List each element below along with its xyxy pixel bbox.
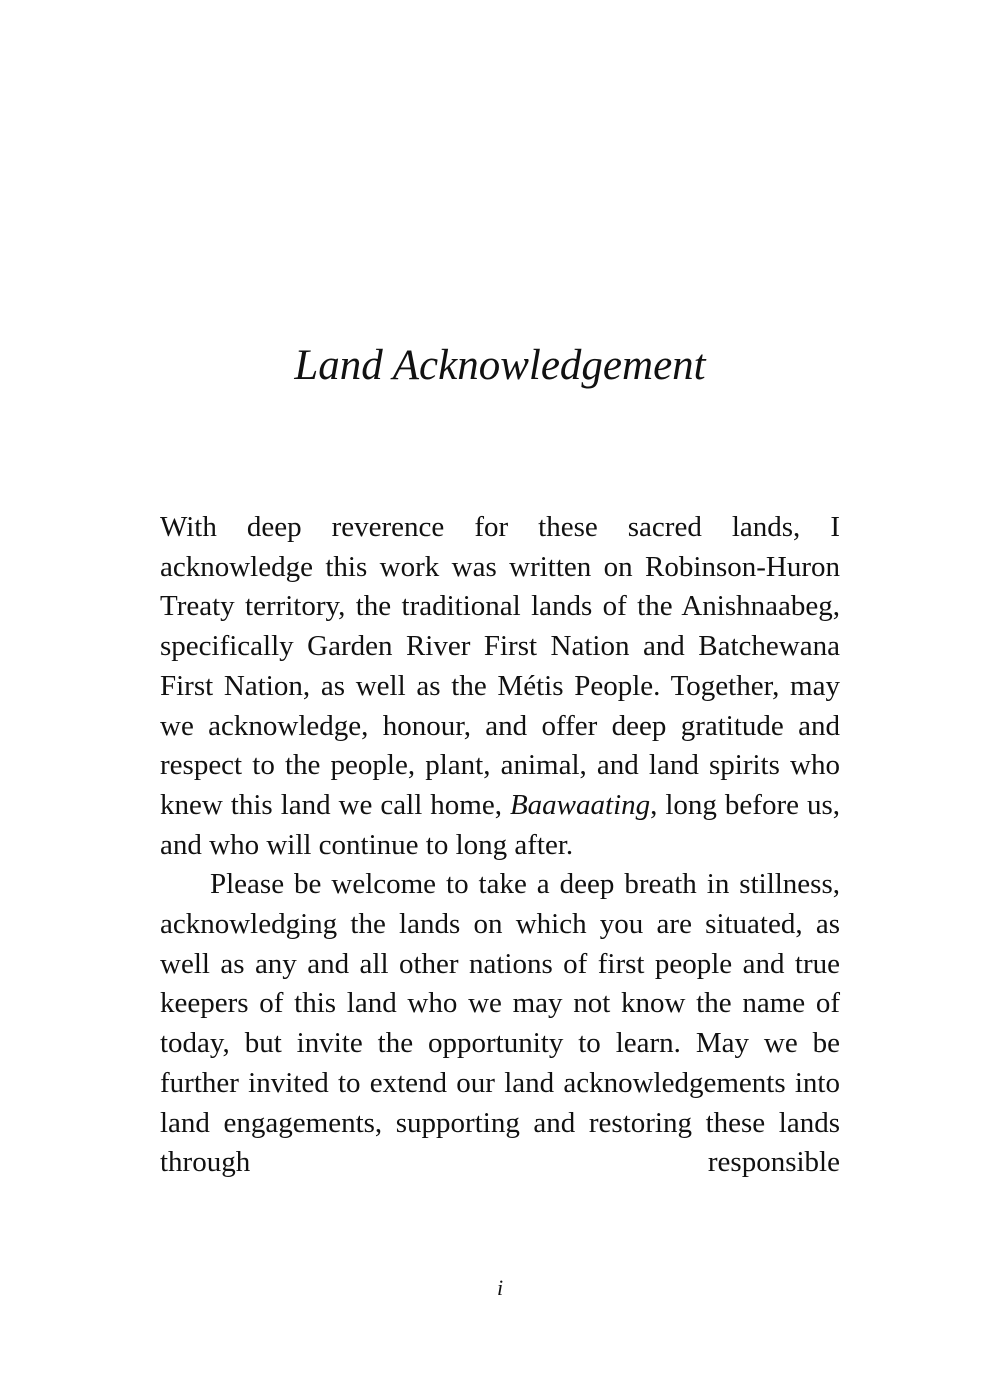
baawaating-italic-term: Baawaating [509,788,651,821]
page-number: i [496,1275,504,1300]
paragraph-2: Please be welcome to take a deep breath in stillness, acknowledging the lands on which you are situated, as well as any and all other nations of first people and true keepers of this land who we may not know the name of today, but invite the opportunity to learn. May we be further invited to extend our land acknowledgements into land engagements, supporting and restoring these lands through responsible [160,868,840,1179]
body-text [160,508,840,1183]
page-title: Land Acknowledgement [294,342,706,389]
paragraph-1-text-end: , long before us, and who will continue to long after. [160,788,840,861]
paragraph-1-text-start: With deep reverence for these sacred lands, I acknowledge this work was written on Robinson-Huron Treaty territory, the traditional lands of the Anishnaabeg, specifically Garden River First Nation and Batchewana First Nation, as well as the Métis People. Together, may we acknowledge, honour, and offer deep gratitude and respect to the people, plant, animal, and land spirits who knew this land we call home, [160,511,840,821]
paragraph-1 [160,508,840,865]
